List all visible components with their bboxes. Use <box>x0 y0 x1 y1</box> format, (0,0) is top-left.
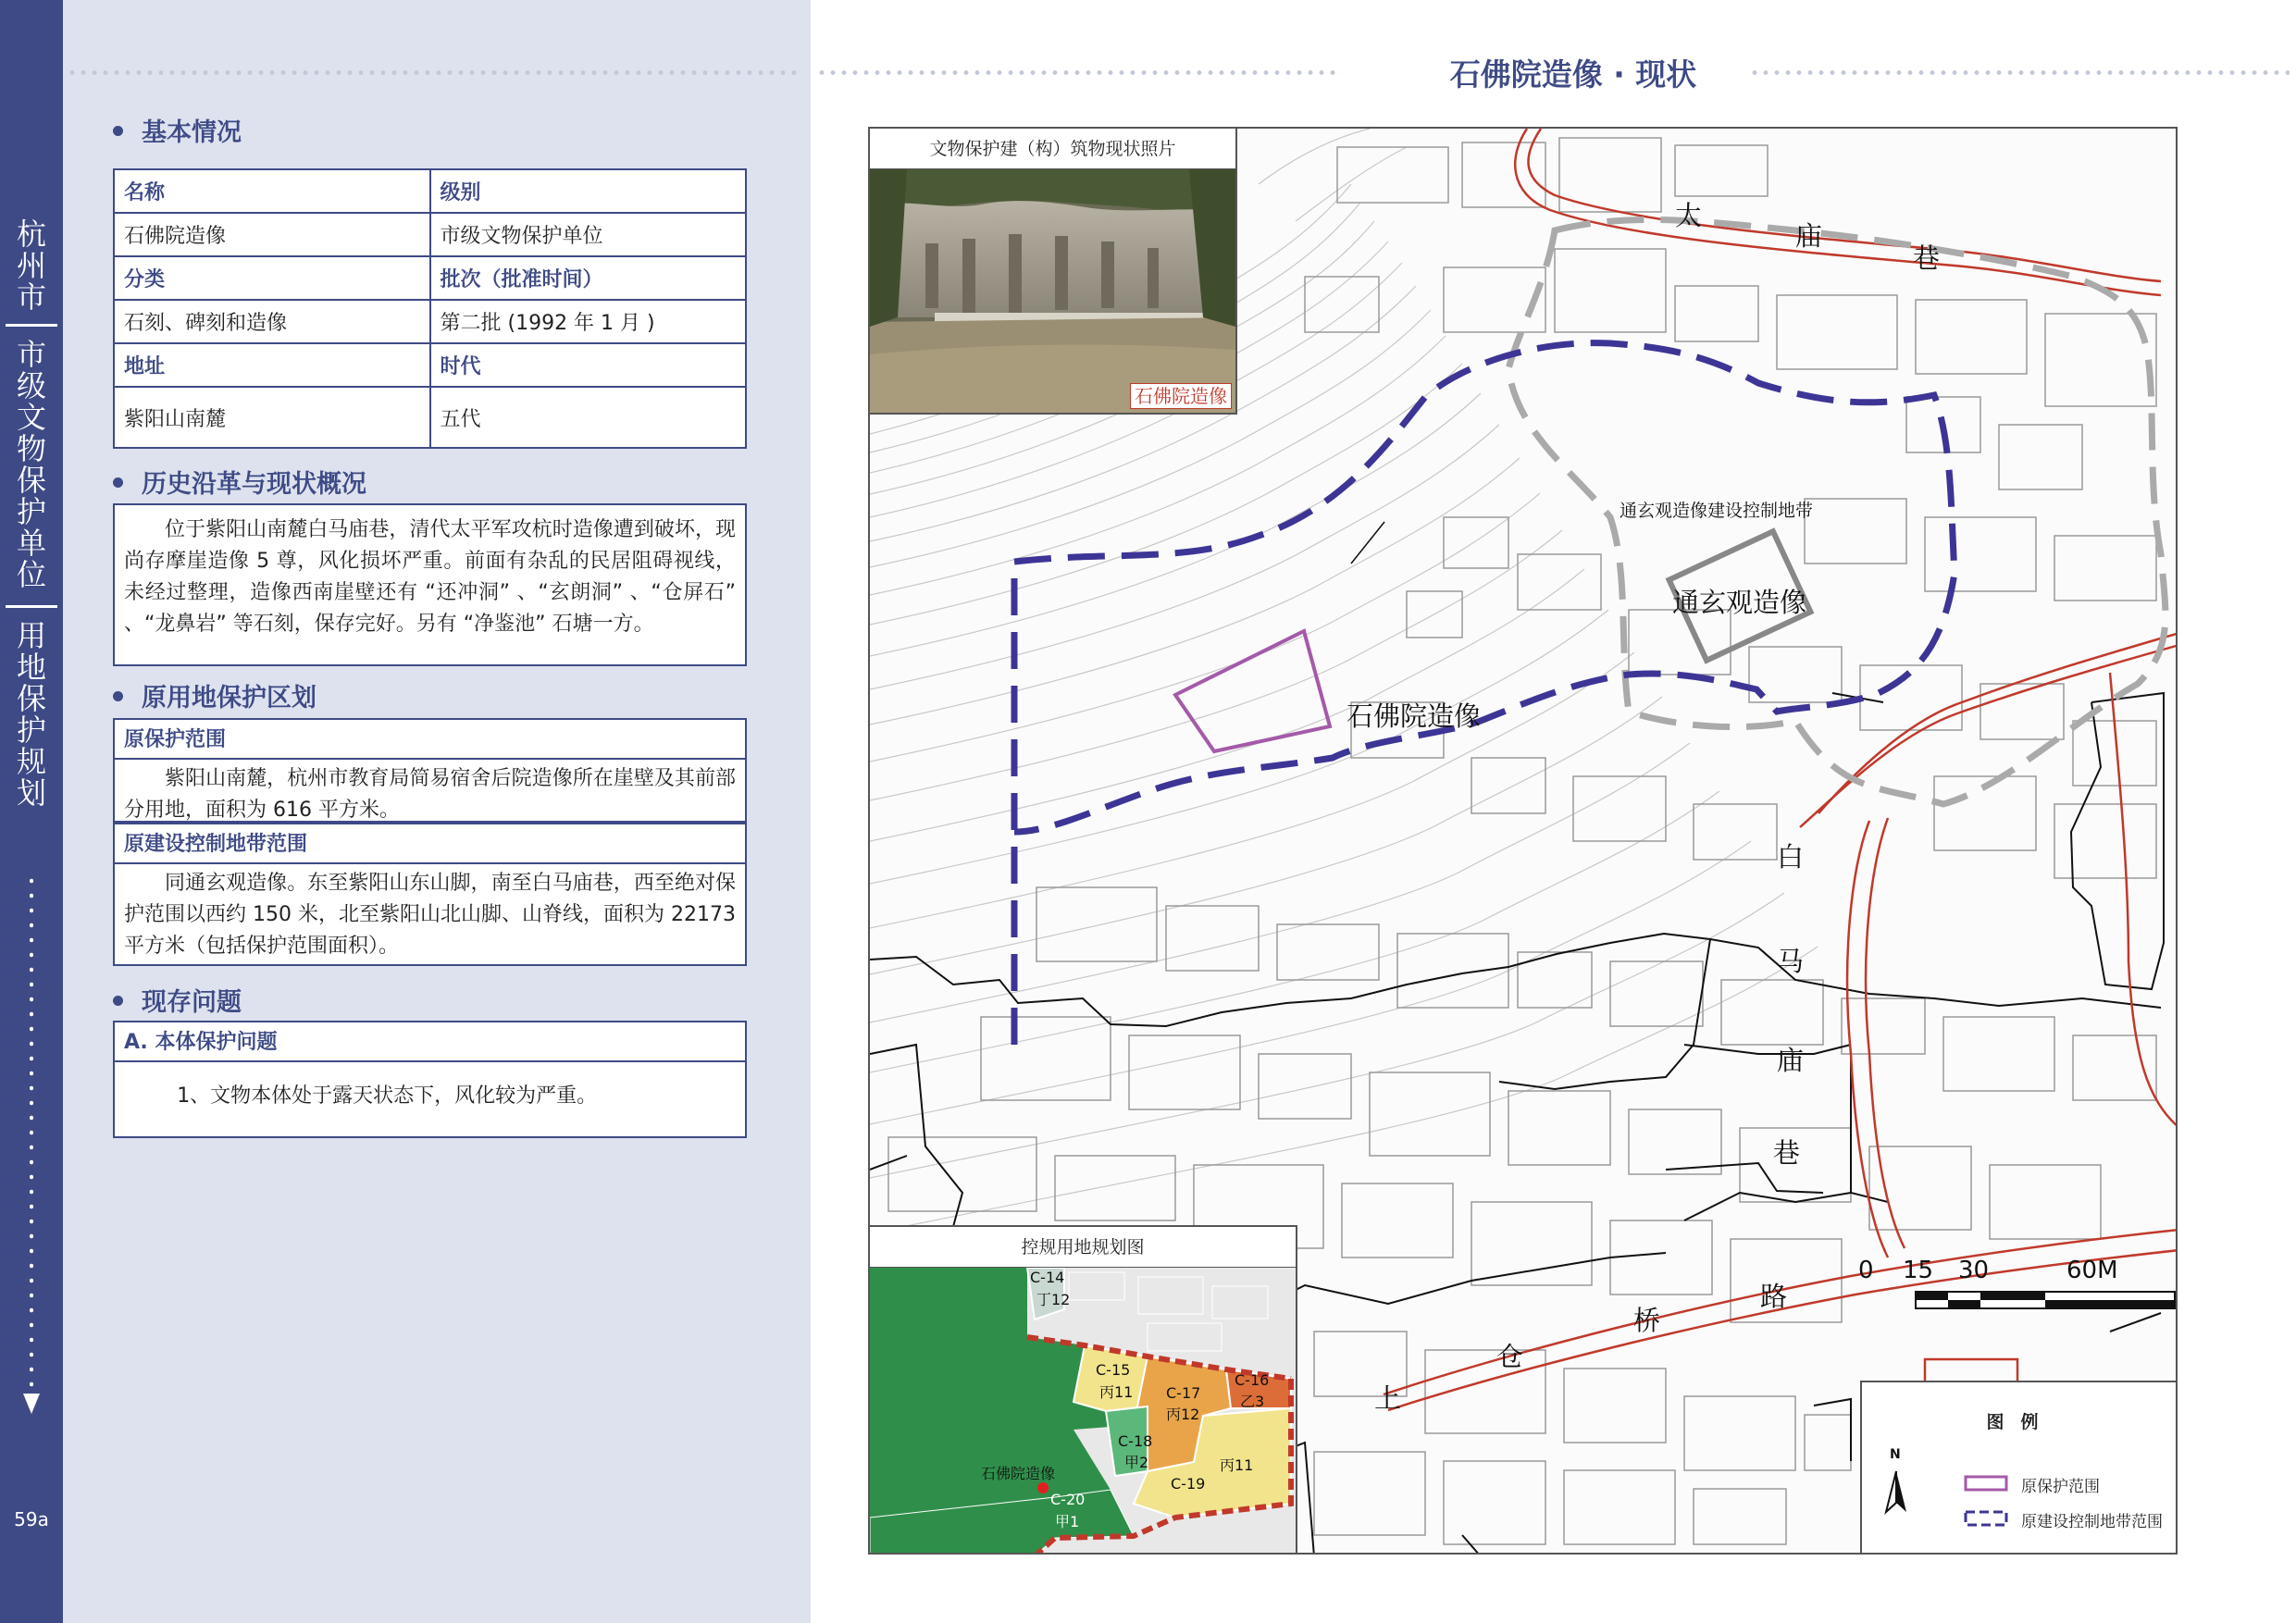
sidebar-char: 物 <box>16 431 46 466</box>
parcel-code: C-20 <box>1050 1491 1086 1508</box>
road-label-char: 上 <box>1374 1382 1402 1414</box>
parcel-code: C-18 <box>1118 1432 1153 1450</box>
sidebar-char: 护 <box>16 712 46 748</box>
sidebar-city-title <box>0 218 63 313</box>
table-row <box>114 213 746 256</box>
bullet-icon <box>113 126 123 136</box>
sidebar-char: 州 <box>16 248 46 283</box>
legend-item-control-zone: 原建设控制地带范围 <box>2021 1513 2163 1531</box>
problem-box <box>113 1021 747 1138</box>
sidebar-category-title <box>0 339 63 590</box>
section-title-history: 历史沿革与现状概况 <box>113 464 366 500</box>
road-lines <box>1384 129 2178 1410</box>
sidebar-char: 级 <box>16 368 46 403</box>
protection-scope-head: 原保护范围 <box>115 720 745 760</box>
protection-range-outline <box>1175 631 1330 751</box>
sidebar-char: 用 <box>16 618 46 653</box>
road-label-char: 庙 <box>1795 220 1823 252</box>
sidebar-dotted-line <box>30 873 33 1392</box>
photo-caption: 石佛院造像 <box>1130 383 1232 409</box>
parcel-use: 甲1 <box>1055 1513 1080 1530</box>
road-label-char: 白 <box>1777 841 1805 873</box>
road-label-char: 桥 <box>1633 1305 1661 1336</box>
bullet-icon <box>113 477 123 488</box>
original-control-zone-line <box>1014 343 1955 1045</box>
sidebar-divider <box>6 324 57 327</box>
sidebar-char: 市 <box>16 337 46 372</box>
table-row <box>114 256 746 300</box>
bullet-icon <box>113 996 123 1006</box>
zoning-plan-inset <box>870 1225 1297 1555</box>
dotted-divider <box>67 70 798 75</box>
control-zone-label: 通玄观造像建设控制地带 <box>1620 501 1814 521</box>
parcel-code: C-17 <box>1166 1384 1201 1402</box>
parcel-use: 乙3 <box>1240 1393 1265 1410</box>
sidebar-char: 保 <box>16 463 46 498</box>
parcel-use: 丁12 <box>1036 1291 1071 1308</box>
site-label: 石佛院造像 <box>1347 700 1482 732</box>
table-row <box>114 343 746 387</box>
legend-item-protection: 原保护范围 <box>2021 1478 2100 1496</box>
basic-info-table <box>113 168 747 449</box>
scale-label: 60M <box>2066 1257 2118 1284</box>
table-cell: 石刻、碑刻和造像 <box>114 300 430 343</box>
road-label-char: 太 <box>1675 200 1703 231</box>
site-photo <box>870 169 1235 413</box>
parcel-use: 丙11 <box>1099 1383 1134 1401</box>
page-number: 59a <box>14 1508 49 1530</box>
table-header-cell: 地址 <box>114 343 430 387</box>
sidebar-char: 市 <box>16 279 46 315</box>
dotted-divider <box>1749 70 2290 75</box>
sidebar-char: 规 <box>16 744 46 779</box>
legend-title: 图例 <box>1986 1412 2055 1432</box>
bullet-icon <box>113 691 123 701</box>
map-legend <box>1860 1381 2178 1555</box>
sidebar-char: 位 <box>16 557 46 592</box>
parcel-code: C-16 <box>1235 1371 1270 1389</box>
control-zone-head: 原建设控制地带范围 <box>115 824 745 864</box>
protection-scope-box <box>113 718 747 823</box>
road-label-char: 巷 <box>1773 1137 1801 1169</box>
legend-swatches <box>1964 1475 2010 1540</box>
sidebar-section-title <box>0 620 63 809</box>
table-header-cell: 名称 <box>114 169 430 213</box>
parcel-code: C-15 <box>1096 1361 1131 1379</box>
table-row <box>114 300 746 343</box>
sidebar-char: 划 <box>16 775 46 811</box>
section-title-land: 原用地保护区划 <box>113 677 316 713</box>
sidebar-divider <box>6 605 57 608</box>
section-title-basic: 基本情况 <box>113 112 242 148</box>
table-cell: 五代 <box>430 387 747 448</box>
zoning-plan-title: 控规用地规划图 <box>870 1227 1296 1268</box>
parcel-code: C-14 <box>1030 1269 1065 1286</box>
sidebar-char: 地 <box>16 650 46 685</box>
protection-scope-text: 紫阳山南麓，杭州市教育局简易宿舍后院造像所在崖壁及其前部分用地，面积为 616 平方米。 <box>124 767 736 822</box>
road-label-char: 庙 <box>1777 1045 1805 1076</box>
table-cell: 第二批 (1992 年 1 月 ) <box>430 300 747 343</box>
scale-label: 30 <box>1958 1257 1990 1284</box>
scale-label: 15 <box>1903 1257 1934 1284</box>
history-box <box>113 503 747 666</box>
parcel-use: 丙11 <box>1220 1456 1254 1474</box>
arrow-down-icon <box>23 1394 40 1414</box>
problem-head: A. 本体保护问题 <box>115 1022 745 1062</box>
sidebar-char: 杭 <box>16 217 46 252</box>
road-label-char: 巷 <box>1913 242 1941 274</box>
tongxuan-control-zone-line <box>1508 219 2166 804</box>
parcel-use: 甲2 <box>1124 1454 1149 1471</box>
site-map <box>868 127 2178 1555</box>
table-header-cell: 分类 <box>114 256 430 300</box>
tongxuan-label: 通玄观造像 <box>1672 587 1807 618</box>
problem-text: 1、文物本体处于露天状态下，风化较为严重。 <box>177 1084 598 1108</box>
control-zone-box <box>113 823 747 966</box>
page-title: 石佛院造像 · 现状 <box>1449 56 1697 93</box>
photo-inset-title: 文物保护建（构）筑物现状照片 <box>870 129 1235 169</box>
history-text: 位于紫阳山南麓白马庙巷，清代太平军攻杭时造像遭到破坏，现尚存摩崖造像 5 尊，风化损坏严重。前面有杂乱的民居阻碍视线，未经过整理，造像西南崖壁还有 “还冲洞” 、“玄朗洞” 、“仓屏石” 、“龙鼻岩” 等石刻，保存完好。另有 “净鉴池” 石塘一方。 <box>124 518 736 636</box>
scale-bar-graphic <box>1916 1292 2175 1308</box>
sidebar-char: 文 <box>16 400 46 435</box>
dotted-divider <box>816 70 1340 75</box>
north-label: N <box>1890 1447 1901 1462</box>
plan-site-label: 石佛院造像 <box>981 1465 1056 1482</box>
road-label-char: 仓 <box>1496 1341 1524 1372</box>
road-label-char: 马 <box>1777 946 1805 977</box>
parcel-use: 丙12 <box>1166 1406 1200 1423</box>
leader-line <box>1351 522 1384 564</box>
sidebar-char: 护 <box>16 494 46 529</box>
section-title-problems: 现存问题 <box>113 982 242 1018</box>
table-cell: 市级文物保护单位 <box>430 213 747 256</box>
table-header-cell: 批次（批准时间） <box>430 256 747 300</box>
table-cell: 石佛院造像 <box>114 213 430 256</box>
table-row <box>114 387 746 448</box>
sidebar-char: 保 <box>16 681 46 716</box>
sidebar-char: 单 <box>16 526 46 561</box>
road-label-char: 路 <box>1760 1281 1788 1312</box>
table-header-cell: 级别 <box>430 169 747 213</box>
table-cell: 紫阳山南麓 <box>114 387 430 448</box>
scale-label: 0 <box>1858 1257 1874 1284</box>
photo-inset <box>870 129 1237 415</box>
zoning-plan-drawing <box>870 1268 1296 1555</box>
sidebar-band <box>0 0 63 1623</box>
table-row <box>114 169 746 213</box>
table-header-cell: 时代 <box>430 343 747 387</box>
control-zone-text: 同通玄观造像。东至紫阳山东山脚，南至白马庙巷，西至绝对保护范围以西约 150 米，北至紫阳山北山脚、山脊线，面积为 22173 平方米（包括保护范围面积）。 <box>124 872 736 958</box>
parcel-code: C-19 <box>1171 1475 1206 1493</box>
